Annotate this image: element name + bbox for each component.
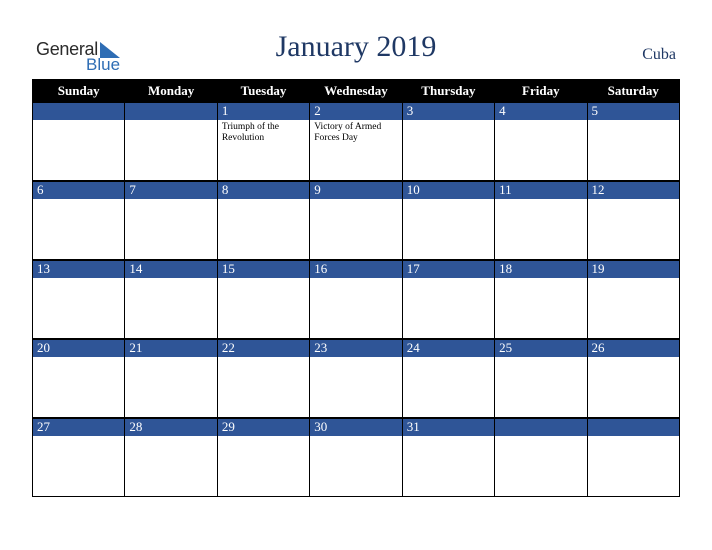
day-number: 4 [495,103,587,121]
weekday-header-thursday: Thursday [402,80,494,103]
weekday-header-tuesday: Tuesday [217,80,309,103]
day-event [33,120,125,181]
day-number: 31 [402,419,494,437]
day-event [217,199,309,260]
day-event [125,436,217,497]
day-event [310,436,402,497]
day-number: 17 [402,261,494,279]
logo-text-general: General [36,39,98,59]
day-number: 30 [310,419,402,437]
day-event [587,436,679,497]
day-number: 1 [217,103,309,121]
day-number: 19 [587,261,679,279]
day-number: 2 [310,103,402,121]
week-event-row [33,357,680,418]
day-event [310,278,402,339]
day-number: 28 [125,419,217,437]
day-event [495,278,587,339]
day-event [495,199,587,260]
weekday-header-row [33,80,680,103]
day-number: 21 [125,340,217,358]
week-date-row [33,419,680,437]
day-number: 27 [33,419,125,437]
day-event [402,278,494,339]
week-date-row [33,261,680,279]
day-event [217,357,309,418]
day-number: 7 [125,182,217,200]
day-number: 20 [33,340,125,358]
day-number: 25 [495,340,587,358]
day-event [495,120,587,181]
day-event [495,436,587,497]
day-event [310,357,402,418]
week-date-row [33,103,680,121]
day-event [402,120,494,181]
day-number: 14 [125,261,217,279]
day-number: 11 [495,182,587,200]
day-event: Triumph of the Revolution [217,120,309,181]
day-number: 23 [310,340,402,358]
calendar-body [33,103,680,497]
day-number: 15 [217,261,309,279]
country-label: Cuba [642,46,676,63]
day-number [495,419,587,437]
calendar-grid [32,79,680,497]
weekday-header-sunday: Sunday [33,80,125,103]
day-number: 9 [310,182,402,200]
day-event [125,199,217,260]
day-event [33,357,125,418]
week-date-row [33,340,680,358]
day-event [125,120,217,181]
day-event [495,357,587,418]
day-number: 26 [587,340,679,358]
day-number: 8 [217,182,309,200]
day-event [402,199,494,260]
day-number [125,103,217,121]
day-event [33,436,125,497]
day-event [33,278,125,339]
day-number: 3 [402,103,494,121]
day-event [587,199,679,260]
logo-text-blue: Blue [86,55,121,74]
page-title: January 2019 [275,30,437,63]
week-event-row [33,199,680,260]
day-number: 22 [217,340,309,358]
day-number [33,103,125,121]
day-event: Victory of Armed Forces Day [310,120,402,181]
day-number: 16 [310,261,402,279]
day-number: 5 [587,103,679,121]
day-number: 13 [33,261,125,279]
day-number: 24 [402,340,494,358]
day-event [402,436,494,497]
day-event [33,199,125,260]
day-number: 18 [495,261,587,279]
week-date-row [33,182,680,200]
week-event-row [33,120,680,181]
day-event [587,357,679,418]
day-event [587,120,679,181]
day-number: 10 [402,182,494,200]
week-event-row [33,436,680,497]
day-event [310,199,402,260]
day-event [402,357,494,418]
day-event [587,278,679,339]
day-number: 29 [217,419,309,437]
day-event [125,278,217,339]
day-number [587,419,679,437]
weekday-header-saturday: Saturday [587,80,679,103]
day-number: 12 [587,182,679,200]
weekday-header-wednesday: Wednesday [310,80,402,103]
weekday-header-monday: Monday [125,80,217,103]
week-event-row [33,278,680,339]
weekday-header-friday: Friday [495,80,587,103]
day-event [217,436,309,497]
day-event [217,278,309,339]
day-number: 6 [33,182,125,200]
day-event [125,357,217,418]
